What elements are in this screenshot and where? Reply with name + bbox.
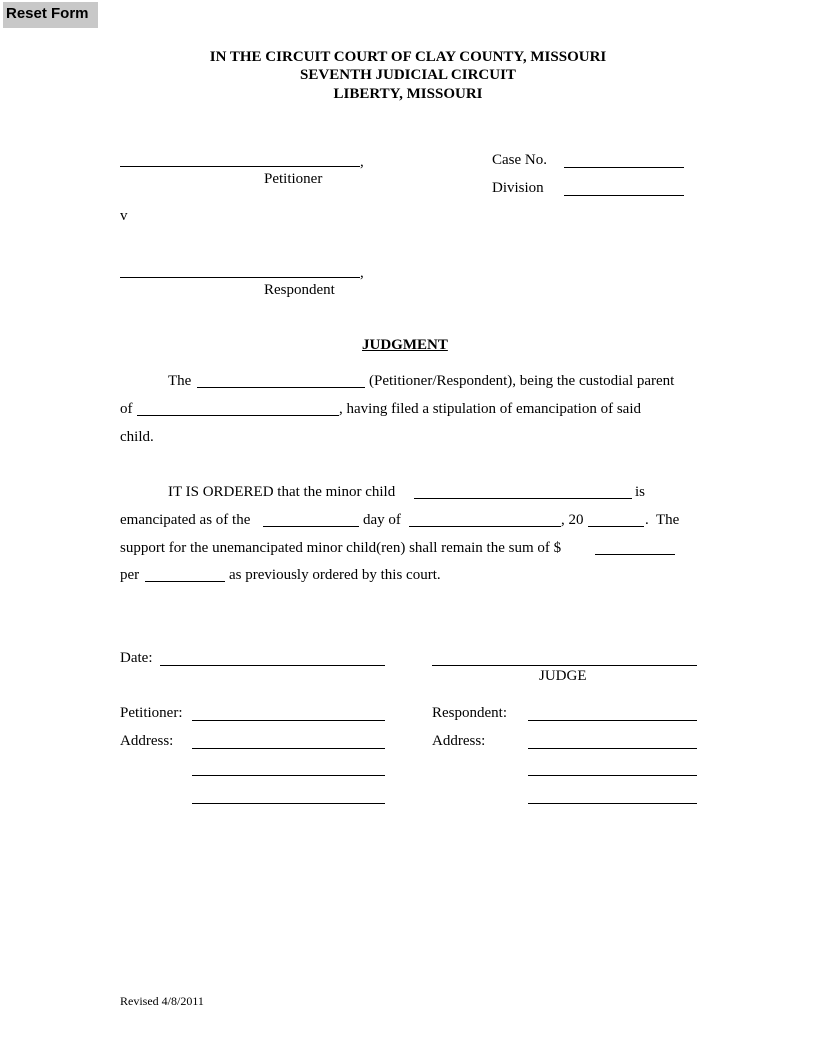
petitioner-caption-label: Petitioner bbox=[264, 171, 323, 187]
respondent-address-label: Address: bbox=[432, 733, 486, 749]
division-label: Division bbox=[492, 180, 544, 196]
date-field[interactable] bbox=[160, 665, 385, 666]
petitioner-address-line1[interactable] bbox=[192, 748, 385, 749]
petitioner-comma: , bbox=[360, 154, 364, 170]
p2-comma20: , 20 bbox=[561, 512, 584, 528]
p1-child: child. bbox=[120, 429, 154, 445]
p2-period: . bbox=[645, 512, 649, 528]
p2-dayof: day of bbox=[363, 512, 401, 528]
division-field[interactable] bbox=[564, 195, 684, 196]
respondent-address-line3[interactable] bbox=[528, 803, 697, 804]
document-title: JUDGMENT bbox=[362, 337, 448, 353]
p2-the: The bbox=[656, 512, 680, 528]
respondent-caption-label: Respondent bbox=[264, 282, 335, 298]
reset-form-button[interactable]: Reset Form bbox=[3, 2, 98, 28]
month-field[interactable] bbox=[409, 526, 561, 527]
petitioner-sig-label: Petitioner: bbox=[120, 705, 183, 721]
petitioner-name-field[interactable] bbox=[120, 166, 360, 167]
respondent-sig-label: Respondent: bbox=[432, 705, 507, 721]
petitioner-address-line3[interactable] bbox=[192, 803, 385, 804]
respondent-comma: , bbox=[360, 265, 364, 281]
respondent-name-field[interactable] bbox=[120, 277, 360, 278]
respondent-field[interactable] bbox=[528, 720, 697, 721]
p2-support: support for the unemancipated minor child(ren) shall remain the sum of $ bbox=[120, 540, 562, 556]
revised-date: Revised 4/8/2011 bbox=[120, 994, 204, 1008]
p1-filed: , having filed a stipulation of emancipation of said bbox=[339, 401, 642, 417]
date-label: Date: bbox=[120, 650, 153, 666]
judge-signature-line bbox=[432, 665, 697, 666]
location-heading: LIBERTY, MISSOURI bbox=[333, 86, 483, 102]
support-period-field[interactable] bbox=[145, 581, 225, 582]
circuit-heading: SEVENTH JUDICIAL CIRCUIT bbox=[300, 67, 516, 83]
petitioner-field[interactable] bbox=[192, 720, 385, 721]
p2-emancipated: emancipated as of the bbox=[120, 512, 251, 528]
case-no-field[interactable] bbox=[564, 167, 684, 168]
parent-name-field[interactable] bbox=[197, 387, 365, 388]
petitioner-address-line2[interactable] bbox=[192, 775, 385, 776]
p1-the: The bbox=[168, 373, 192, 389]
judge-label: JUDGE bbox=[539, 668, 587, 684]
minor-child-field[interactable] bbox=[414, 498, 632, 499]
support-amount-field[interactable] bbox=[595, 554, 675, 555]
year-field[interactable] bbox=[588, 526, 644, 527]
day-field[interactable] bbox=[263, 526, 359, 527]
child-name-field[interactable] bbox=[137, 415, 339, 416]
p1-role: (Petitioner/Respondent), being the custodial parent bbox=[369, 373, 675, 389]
respondent-address-line2[interactable] bbox=[528, 775, 697, 776]
case-no-label: Case No. bbox=[492, 152, 547, 168]
respondent-address-line1[interactable] bbox=[528, 748, 697, 749]
p2-per: per bbox=[120, 567, 140, 583]
p1-of: of bbox=[120, 401, 133, 417]
petitioner-address-label: Address: bbox=[120, 733, 174, 749]
versus-text: v bbox=[120, 208, 128, 224]
p2-prev: as previously ordered by this court. bbox=[229, 567, 441, 583]
court-heading: IN THE CIRCUIT COURT OF CLAY COUNTY, MISSOURI bbox=[209, 49, 607, 65]
p2-is: is bbox=[635, 484, 646, 500]
p2-ordered: IT IS ORDERED that the minor child bbox=[168, 484, 396, 500]
